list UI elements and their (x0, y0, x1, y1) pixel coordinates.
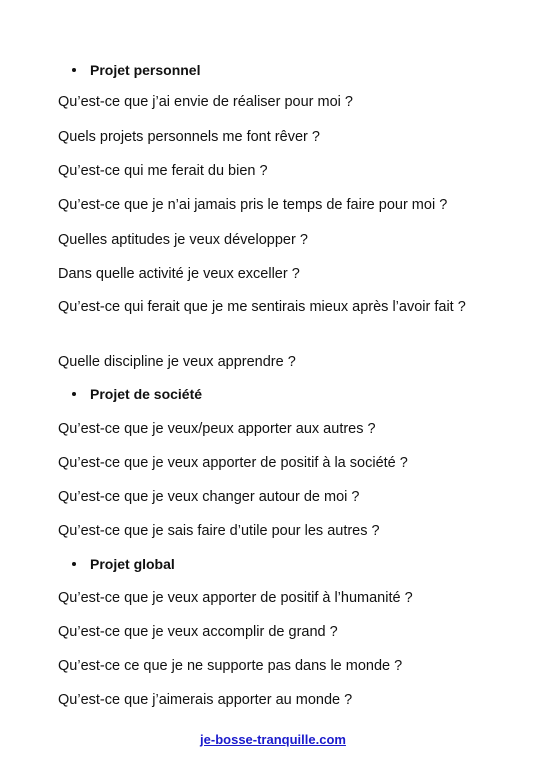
question-item: Qu’est-ce que je n’ai jamais pris le temps de faire pour moi ? (58, 197, 448, 213)
bullet-icon (72, 392, 76, 396)
question-item: Qu’est-ce que je sais faire d’utile pour les autres ? (58, 523, 380, 539)
question-item: Qu’est-ce qui ferait que je me sentirais mieux après l’avoir fait ? (58, 299, 466, 315)
question-item: Qu’est-ce que je veux/peux apporter aux autres ? (58, 421, 376, 437)
question-item: Quelles aptitudes je veux développer ? (58, 232, 308, 248)
website-link[interactable]: je-bosse-tranquille.com (200, 732, 346, 747)
question-item: Qu’est-ce ce que je ne supporte pas dans le monde ? (58, 658, 403, 674)
question-item: Qu’est-ce qui me ferait du bien ? (58, 163, 268, 179)
question-item: Quels projets personnels me font rêver ? (58, 129, 320, 145)
bullet-icon (72, 68, 76, 72)
question-item: Qu’est-ce que je veux changer autour de moi ? (58, 489, 360, 505)
question-item: Qu’est-ce que je veux accomplir de grand ? (58, 624, 338, 640)
footer (0, 732, 546, 747)
question-item: Qu’est-ce que j’aimerais apporter au monde ? (58, 692, 353, 708)
bullet-icon (72, 562, 76, 566)
section-heading-projet-de-societe (72, 386, 202, 402)
question-item: Qu’est-ce que je veux apporter de positif à la société ? (58, 455, 408, 471)
section-heading-label: Projet personnel (90, 62, 201, 78)
section-heading-projet-personnel (72, 62, 200, 78)
question-item: Dans quelle activité je veux exceller ? (58, 266, 300, 282)
section-heading-label: Projet de société (90, 386, 203, 402)
section-heading-projet-global (72, 556, 175, 572)
question-item: Qu’est-ce que je veux apporter de positif à l’humanité ? (58, 590, 413, 606)
section-heading-label: Projet global (90, 556, 175, 572)
question-item: Qu’est-ce que j’ai envie de réaliser pour moi ? (58, 94, 353, 110)
question-item: Quelle discipline je veux apprendre ? (58, 354, 296, 370)
